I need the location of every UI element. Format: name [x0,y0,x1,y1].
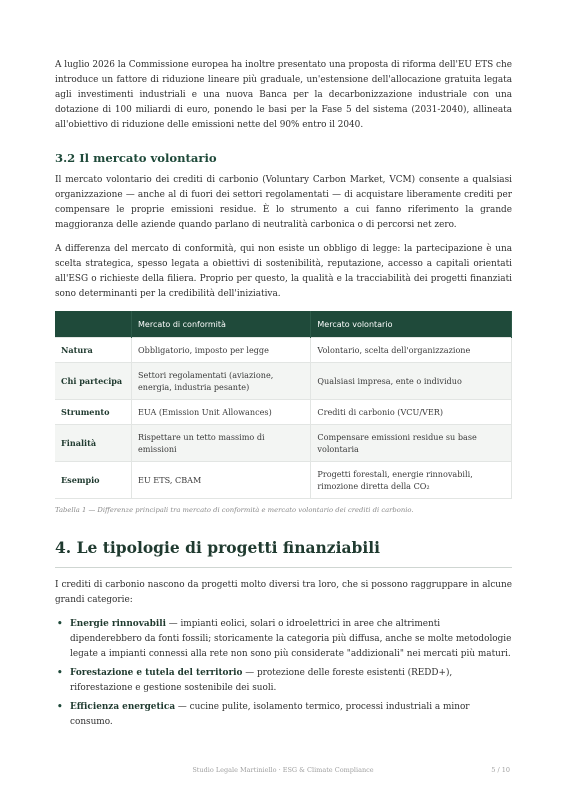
cell-compliance: Rispettare un tetto massimo di emissioni [132,425,311,462]
cell-voluntary: Progetti forestali, energie rinnovabili, rimozione diretta della CO₂ [311,462,512,499]
cell-voluntary: Crediti di carbonio (VCU/VER) [311,400,512,425]
table-caption: Tabella 1 — Differenze principali tra mercato di conformità e mercato volontario dei crediti di carbonio. [55,506,414,514]
section-4-intro: I crediti di carbonio nascono da progetti molto diversi tra loro, che si possono raggruppare in alcune grandi categorie: [55,580,512,605]
page-content [55,58,512,734]
row-label: Strumento [55,400,132,425]
list-item-title: Forestazione e tutela del territorio [70,668,243,678]
list-item [55,617,512,662]
cell-voluntary: Qualsiasi impresa, ente o individuo [311,363,512,400]
page-number: 5 / 10 [491,766,510,774]
table-row [55,400,512,425]
list-item-title: Energie rinnovabili [70,619,166,629]
cell-voluntary: Compensare emissioni residue su base volontaria [311,425,512,462]
row-label: Natura [55,338,132,363]
row-label: Finalità [55,425,132,462]
table-row [55,363,512,400]
list-item-title: Efficienza energetica [70,702,176,712]
paragraph: A differenza del mercato di conformità, qui non esiste un obbligo di legge: la partecipazione è una scelta strategica, spesso legata a obiettivi di sostenibilità, reputazione, accesso a capitali orientati all'ESG o richieste della filiera. Proprio per questo, la qualità e la tracciabilità dei progetti finanziati sono determinanti per la credibilità dell'iniziativa. [55,244,512,299]
section-3-2-heading: 3.2 Il mercato volontario [55,151,217,165]
bullet-icon: • [57,619,63,629]
bullet-icon: • [57,668,63,678]
table-row [55,462,512,499]
cell-compliance: EUA (Emission Unit Allowances) [132,400,311,425]
list-item-text: — protezione delle foreste esistenti (REDD+), riforestazione e gestione sostenibile dei suoli. [70,668,453,693]
list-item [55,666,512,696]
row-label: Esempio [55,462,132,499]
list-item-text: — impianti eolici, solari o idroelettrici in aree che altrimenti dipenderebbero da fonti fossili; storicamente la categoria più diffusa, anche se molte metodologie legate a impianti connessi alla rete non sono più considerate "addizionali" nei mercati più maturi. [70,619,512,659]
comparison-table [55,311,512,499]
cell-compliance: EU ETS, CBAM [132,462,311,499]
table-row [55,425,512,462]
footer-firm-name: Studio Legale Martiniello · ESG & Climate Compliance [192,766,374,774]
bullet-icon: • [57,702,63,712]
intro-paragraph: A luglio 2026 la Commissione europea ha inoltre presentato una proposta di riforma dell'EU ETS che introduce un fattore di riduzione lineare più graduale, un'estensione dell'allocazione gratuita legata agli investimenti industriali e una nuova Banca per la decarbonizzazione industriale con una dotazione di 100 miliardi di euro, ponendo le basi per la Fase 5 del sistema (2031-2040), allineata all'obiettivo di riduzione delle emissioni nette del 90% entro il 2040. [55,60,512,130]
paragraph: Il mercato volontario dei crediti di carbonio (Voluntary Carbon Market, VCM) consente a qualsiasi organizzazione — anche al di fuori dei settori regolamentati — di acquistare liberamente crediti per compensare le proprie emissioni residue. È lo strumento a cui fanno riferimento la grande maggioranza delle aziende quando parlano di neutralità carbonica o di percorsi net zero. [55,175,512,230]
row-label: Chi partecipa [55,363,132,400]
table-header-compliance: Mercato di conformità [132,311,311,338]
project-categories-list [55,617,512,730]
cell-compliance: Obbligatorio, imposto per legge [132,338,311,363]
table-header-voluntary: Mercato volontario [311,311,512,338]
list-item-text: — cucine pulite, isolamento termico, processi industriali a minor consumo. [70,702,470,727]
list-item [55,700,512,730]
table-header-row [55,311,512,338]
section-4-heading: 4. Le tipologie di progetti finanziabili [55,538,512,568]
table-header-empty [55,311,132,338]
cell-compliance: Settori regolamentati (aviazione, energia, industria pesante) [132,363,311,400]
table-row [55,338,512,363]
cell-voluntary: Volontario, scelta dell'organizzazione [311,338,512,363]
